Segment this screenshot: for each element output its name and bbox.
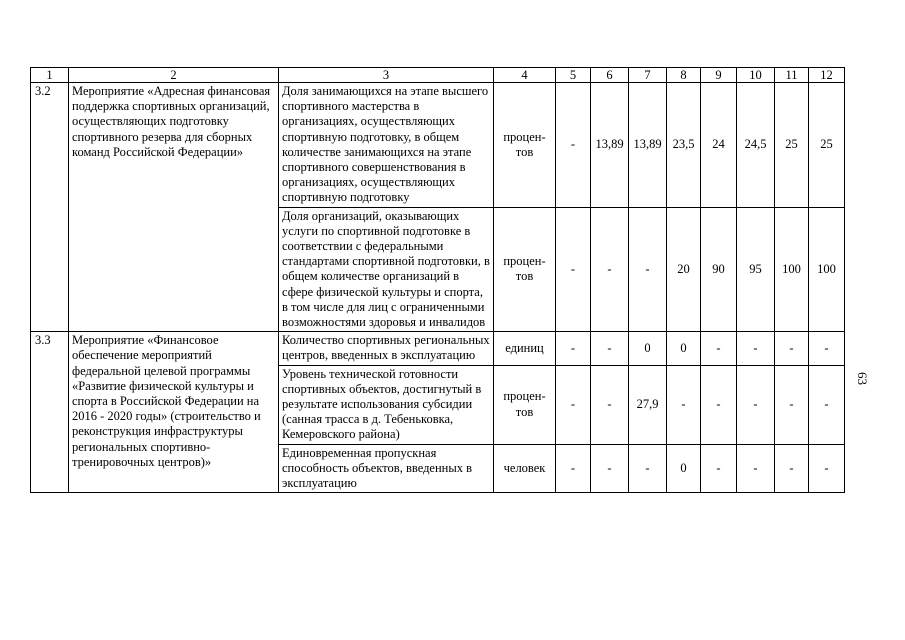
value-cell: - bbox=[629, 207, 667, 332]
header-cell: 9 bbox=[701, 68, 737, 83]
value-cell: - bbox=[556, 444, 591, 493]
indicators-table bbox=[30, 67, 845, 493]
header-cell: 1 bbox=[31, 68, 69, 83]
header-cell: 2 bbox=[69, 68, 279, 83]
header-cell: 8 bbox=[667, 68, 701, 83]
value-cell: - bbox=[701, 444, 737, 493]
page-number: 63 bbox=[855, 372, 870, 385]
indicator-name: Единовременная пропускная способность объектов, введенных в эксплуатацию bbox=[279, 444, 494, 493]
value-cell: 24,5 bbox=[737, 83, 775, 208]
value-cell: 23,5 bbox=[667, 83, 701, 208]
event-name: Мероприятие «Финансовое обеспечение мероприятий федеральной целевой программы «Развитие физической культуры и спорта в Российской Федерации на 2016 - 2020 годы» (строительство и реконструкция инфраструктуры региональных спортивно-тренировочных центров)» bbox=[69, 332, 279, 493]
indicator-name: Количество спортивных региональных центров, введенных в эксплуатацию bbox=[279, 332, 494, 365]
value-cell: - bbox=[667, 365, 701, 444]
value-cell: 100 bbox=[809, 207, 845, 332]
header-cell: 12 bbox=[809, 68, 845, 83]
value-cell: 90 bbox=[701, 207, 737, 332]
value-cell: - bbox=[775, 365, 809, 444]
value-cell: - bbox=[809, 444, 845, 493]
unit-cell: процен-тов bbox=[494, 365, 556, 444]
value-cell: 0 bbox=[667, 332, 701, 365]
value-cell: 13,89 bbox=[629, 83, 667, 208]
value-cell: - bbox=[556, 365, 591, 444]
value-cell: - bbox=[809, 332, 845, 365]
value-cell: 100 bbox=[775, 207, 809, 332]
unit-cell: человек bbox=[494, 444, 556, 493]
header-row bbox=[31, 68, 845, 83]
value-cell: 13,89 bbox=[591, 83, 629, 208]
indicator-name: Доля организаций, оказывающих услуги по спортивной подготовке в соответствии с федеральными стандартами спортивной подготовки, в общем количестве организаций в сфере физической культуры и спорта, в том числе для лиц с ограниченными возможностями здоровья и инвалидов bbox=[279, 207, 494, 332]
value-cell: - bbox=[591, 444, 629, 493]
header-cell: 3 bbox=[279, 68, 494, 83]
value-cell: - bbox=[737, 365, 775, 444]
value-cell: - bbox=[775, 444, 809, 493]
row-number: 3.3 bbox=[31, 332, 69, 493]
value-cell: 95 bbox=[737, 207, 775, 332]
header-cell: 7 bbox=[629, 68, 667, 83]
value-cell: - bbox=[591, 332, 629, 365]
value-cell: - bbox=[556, 207, 591, 332]
table-row bbox=[31, 83, 845, 208]
indicator-name: Доля занимающихся на этапе высшего спортивного мастерства в организациях, осуществляющих спортивную подготовку, в общем количестве занимающихся на этапе спортивного совершенствования в организациях, осуществляющих спортивную подготовку bbox=[279, 83, 494, 208]
value-cell: - bbox=[737, 444, 775, 493]
event-name: Мероприятие «Адресная финансовая поддержка спортивных организаций, осуществляющих подготовку спортивного резерва для сборных команд Российской Федерации» bbox=[69, 83, 279, 332]
value-cell: - bbox=[775, 332, 809, 365]
value-cell: - bbox=[809, 365, 845, 444]
value-cell: - bbox=[556, 332, 591, 365]
value-cell: 25 bbox=[809, 83, 845, 208]
value-cell: - bbox=[556, 83, 591, 208]
value-cell: 27,9 bbox=[629, 365, 667, 444]
header-cell: 5 bbox=[556, 68, 591, 83]
value-cell: - bbox=[629, 444, 667, 493]
header-cell: 6 bbox=[591, 68, 629, 83]
value-cell: - bbox=[591, 365, 629, 444]
table-row bbox=[31, 332, 845, 365]
value-cell: - bbox=[591, 207, 629, 332]
unit-cell: процен-тов bbox=[494, 83, 556, 208]
header-cell: 11 bbox=[775, 68, 809, 83]
header-cell: 10 bbox=[737, 68, 775, 83]
row-number: 3.2 bbox=[31, 83, 69, 332]
value-cell: - bbox=[701, 332, 737, 365]
value-cell: 0 bbox=[667, 444, 701, 493]
value-cell: 25 bbox=[775, 83, 809, 208]
unit-cell: процен-тов bbox=[494, 207, 556, 332]
unit-cell: единиц bbox=[494, 332, 556, 365]
indicator-name: Уровень технической готовности спортивных объектов, достигнутый в результате использования субсидии (санная трасса в д. Тебеньковка, Кемеровского района) bbox=[279, 365, 494, 444]
value-cell: 20 bbox=[667, 207, 701, 332]
header-cell: 4 bbox=[494, 68, 556, 83]
value-cell: 24 bbox=[701, 83, 737, 208]
value-cell: - bbox=[737, 332, 775, 365]
value-cell: - bbox=[701, 365, 737, 444]
value-cell: 0 bbox=[629, 332, 667, 365]
